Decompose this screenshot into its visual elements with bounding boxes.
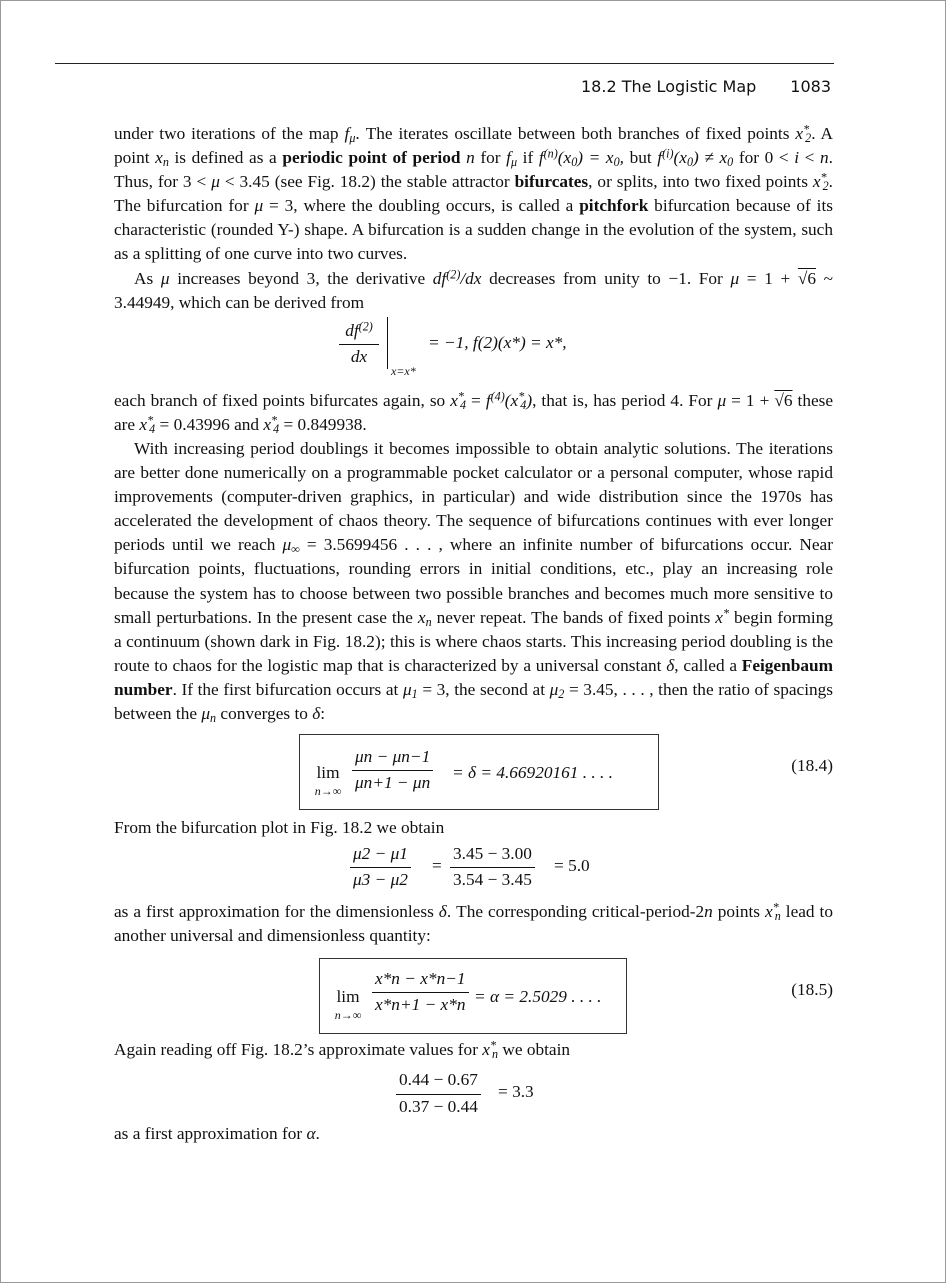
paragraph-2: As μ increases beyond 3, the derivative $df^{(2)}/dx$ decreases from unity to −1. For μ = 1 + √6 ~ 3.44949, which can be derived from <box>114 267 834 312</box>
equation-box: lim n→∞ $\frac{x*n - x*n-1}{x*n+1 - x*n}$ = α = 2.5029 . . . . <box>319 958 627 1034</box>
paragraph-4: With increasing period doublings it becomes impossible to obtain analytic solutions. The iterations are better done numerically on a programmable pocket calculator or a personal computer, whose rapid improvements (computer-driven graphics, in particular) and wide distribution since the 1970s has accelerated the development of chaos theory. The sequence of bifurcations continues with ever longer periods until we reach μ∞ = 3.5699456 . . . , where an infinite number of bifurcations occur. Near bifurcation points, fluctuations, rounding errors in initial conditions, etc., play an increasing role because the system has to choose between two possible branches and becomes much more sensitive to small perturbations. In the present case the xn never repeat. The bands of fixed points x* begin forming a continuum (shown dark in Fig. 18.2); this is where chaos starts. This increasing period doubling is the route to chaos for the logistic map that is characterized by a universal constant δ, called a Feigenbaum number. If the first bifurcation occurs at μ1 = 3, the second at μ2 = 3.45, . . . , then the ratio of spacings between the μn converges to δ: <box>114 438 834 725</box>
equation-derivative: $\frac{df^{(2)}}{dx}$ x=x* = −1, f(2)(x*) = x*, <box>114 315 833 389</box>
paragraph-3: each branch of fixed points bifurcates again, so $x^*4 = f^{(4)}(x^*4)$, that is, has period 4. For μ = 1 + √6 these are x*4 = 0.43996 and x*4 = 0.849938. <box>114 389 834 436</box>
page-number: 1083 <box>790 77 831 96</box>
paragraph-6: as a first approximation for the dimensionless δ. The corresponding critical-period-2n points x*n lead to another universal and dimensionless quantity: <box>114 900 833 946</box>
equation-delta-estimate: $\frac{\mu 2 - \mu 1}{\mu 3 - \mu 2}$ = $\frac{3.45 - 3.00}{3.54 - 3.45}$ = 5.0 <box>114 840 833 900</box>
running-header <box>55 77 831 96</box>
header-rule <box>55 63 834 64</box>
equation-18-4 <box>114 726 833 816</box>
equation-alpha-estimate: $\frac{0.44 - 0.67}{0.37 - 0.44}$ = 3.3 <box>114 1062 833 1122</box>
equation-box: lim n→∞ $\frac{\mu n - \mu n-1}{\mu n+1 - \mu n}$ = δ = 4.66920161 . . . . <box>299 734 659 810</box>
paragraph-5: From the bifurcation plot in Fig. 18.2 we obtain <box>114 818 445 838</box>
paragraph-8: as a first approximation for α. <box>114 1124 320 1144</box>
equation-number: (18.5) <box>791 980 833 1000</box>
paragraph-1: under two iterations of the map fμ. The iterates oscillate between both branches of fixed points x*2. A point xn is defined as a periodic point of period n for fμ if $f^{(n)}(x0) = x0$, but $f^{(i)}(x0) \ne x0$ for 0 < i < n. Thus, for 3 < μ < 3.45 (see Fig. 18.2) the stable attractor bifurcates, or splits, into two fixed points x*2. The bifurcation for μ = 3, where the doubling occurs, is called a pitchfork bifurcation because of its characteristic (rounded Y-) shape. A bifurcation is a sudden change in the evolution of the system, such as a splitting of one curve into two curves. <box>114 122 834 264</box>
section-title: 18.2 The Logistic Map <box>581 77 757 96</box>
equation-18-5 <box>114 948 833 1038</box>
equation-number: (18.4) <box>791 756 833 776</box>
body-text <box>114 122 833 1147</box>
paragraph-7: Again reading off Fig. 18.2’s approximate values for x*n we obtain <box>114 1038 571 1062</box>
